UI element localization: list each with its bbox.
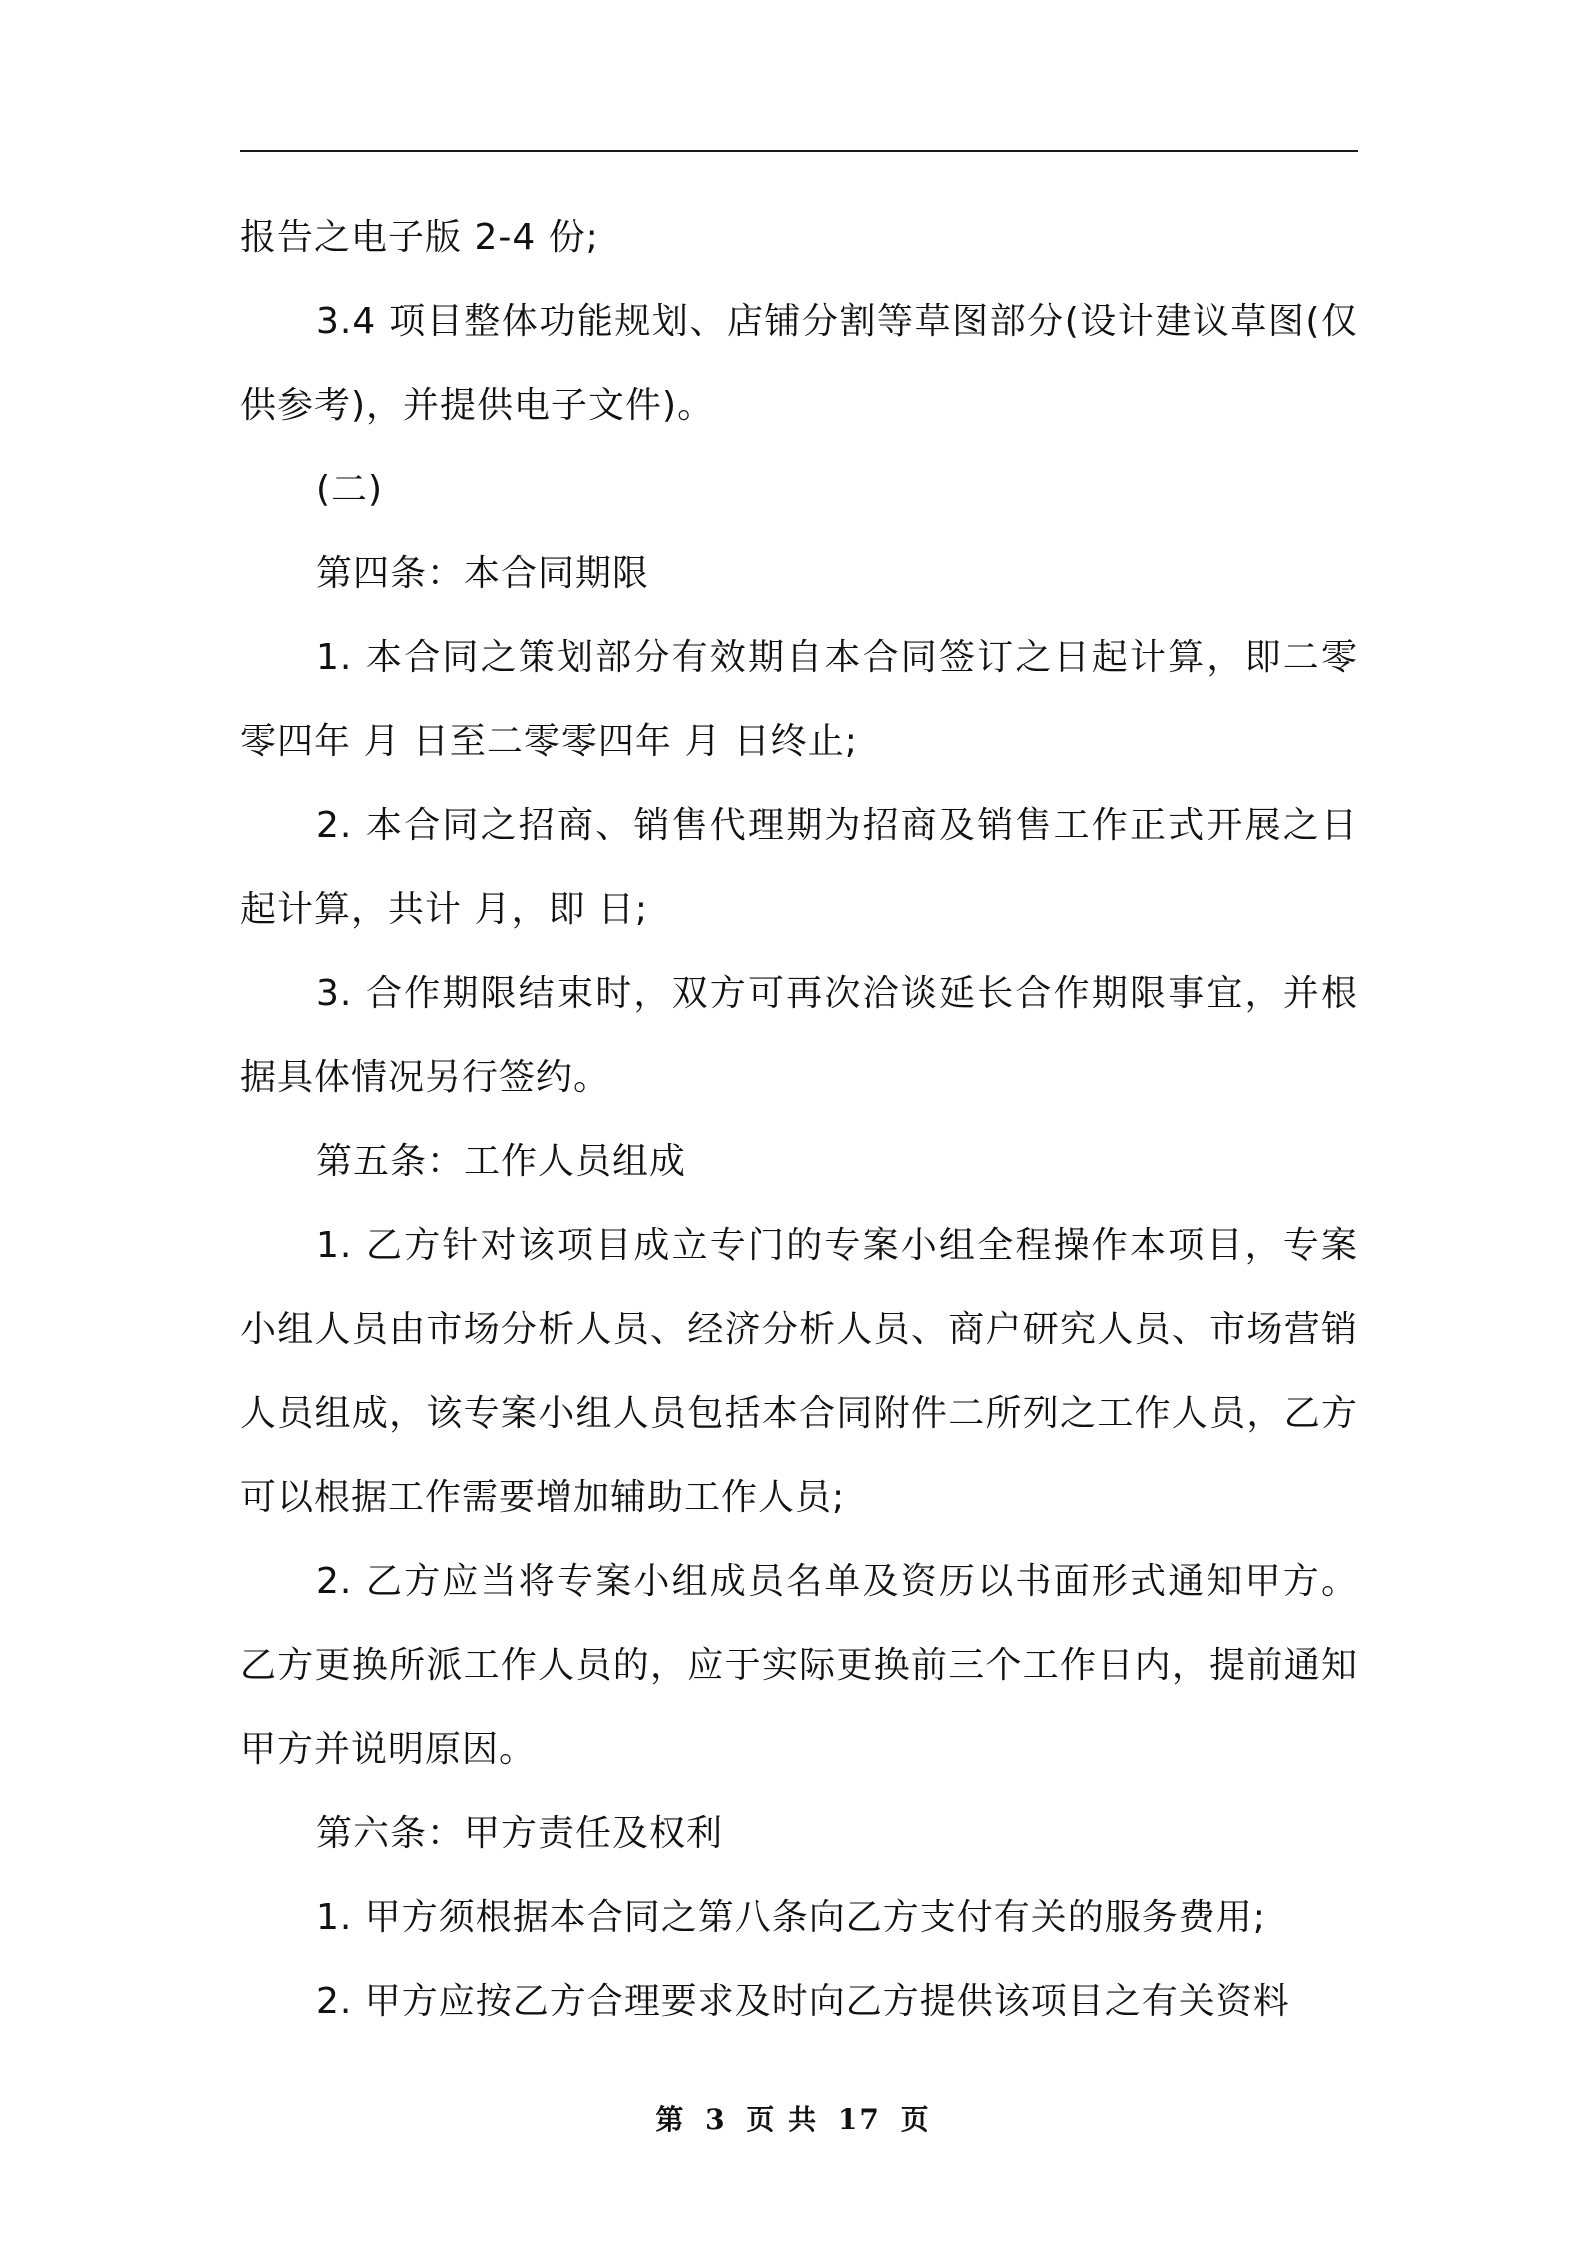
paragraph: 3.4 项目整体功能规划、店铺分割等草图部分(设计建议草图(仅供参考)，并提供电子文件)。 xyxy=(240,301,1358,426)
paragraph: 报告之电子版 2-4 份; xyxy=(240,217,599,258)
footer-suffix: 页 xyxy=(900,2103,931,2136)
article-heading: 第六条：甲方责任及权利 xyxy=(316,1813,724,1854)
header-rule xyxy=(240,150,1358,152)
document-body xyxy=(240,196,1358,2044)
footer-prefix: 第 xyxy=(655,2103,686,2136)
paragraph: 1. 甲方须根据本合同之第八条向乙方支付有关的服务费用; xyxy=(316,1897,1266,1938)
article-heading: 第五条：工作人员组成 xyxy=(316,1141,687,1182)
article-heading: 第四条：本合同期限 xyxy=(316,553,650,594)
paragraph: 2. 乙方应当将专案小组成员名单及资历以书面形式通知甲方。乙方更换所派工作人员的，应于实际更换前三个工作日内，提前通知甲方并说明原因。 xyxy=(240,1561,1358,1770)
paragraph: 1. 本合同之策划部分有效期自本合同签订之日起计算，即二零零四年 月 日至二零零四年 月 日终止; xyxy=(240,637,1358,762)
current-page-number: 3 xyxy=(705,2103,727,2136)
paragraph: 1. 乙方针对该项目成立专门的专案小组全程操作本项目，专案小组人员由市场分析人员、经济分析人员、商户研究人员、市场营销人员组成，该专案小组人员包括本合同附件二所列之工作人员，乙方可以根据工作需要增加辅助工作人员; xyxy=(240,1225,1358,1518)
section-heading: (二) xyxy=(316,469,384,510)
paragraph: 2. 甲方应按乙方合理要求及时向乙方提供该项目之有关资料 xyxy=(316,1981,1290,2022)
paragraph: 2. 本合同之招商、销售代理期为招商及销售工作正式开展之日起计算，共计 月，即 日; xyxy=(240,805,1358,930)
total-page-count: 17 xyxy=(837,2103,881,2136)
page-footer xyxy=(0,2098,1586,2138)
footer-middle: 页 共 xyxy=(746,2103,819,2136)
paragraph: 3. 合作期限结束时，双方可再次洽谈延长合作期限事宜，并根据具体情况另行签约。 xyxy=(240,973,1358,1098)
